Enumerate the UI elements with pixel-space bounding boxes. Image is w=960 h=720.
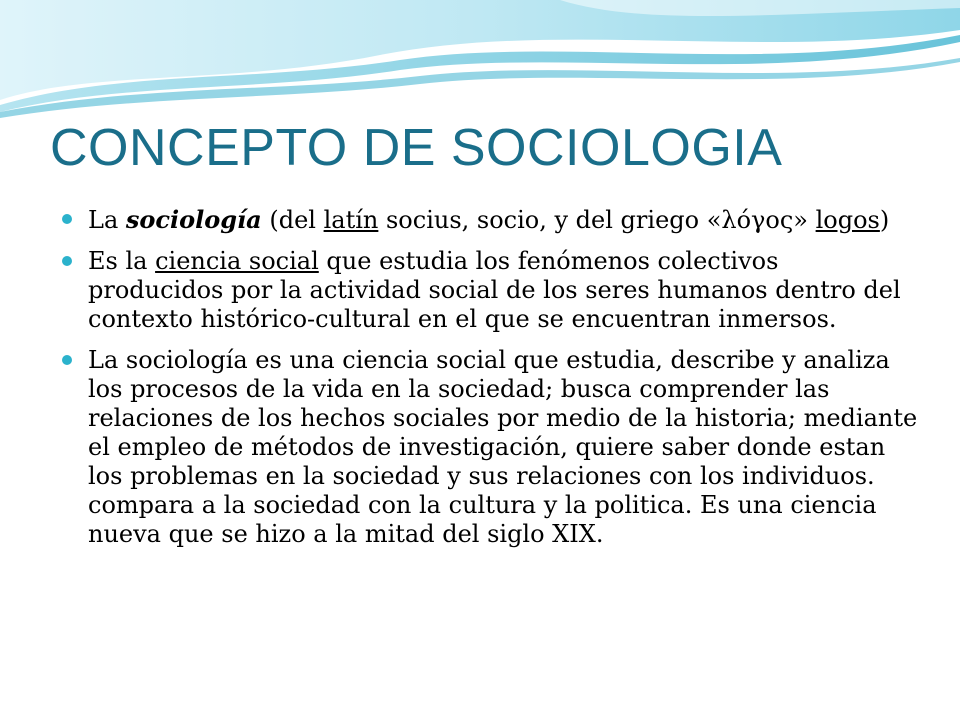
text-segment: La sociología es una ciencia social que estudia, describe y analiza los procesos de la vida en la sociedad; busca comprender las relaciones de los hechos sociales por medio de la historia; mediante el empleo de métodos de investigación, quiere saber donde estan los problemas en la sociedad y sus relaciones con los individuos. compara a la sociedad con la cultura y la politica. Es una ciencia nueva que se hizo a la mitad del siglo XIX. bbox=[88, 346, 918, 548]
link-latin[interactable]: latín bbox=[323, 206, 379, 234]
text-segment: socius, socio, y del griego «λόγος» bbox=[378, 206, 816, 234]
text-segment: (del bbox=[261, 206, 324, 234]
slide-title: CONCEPTO DE SOCIOLOGIA bbox=[50, 119, 783, 177]
bullet-item-3 bbox=[60, 346, 920, 549]
bullet-list bbox=[60, 205, 920, 561]
bullet-dot-icon bbox=[62, 355, 72, 365]
decorative-wave-header bbox=[0, 0, 960, 120]
bullet-item-2 bbox=[60, 247, 920, 334]
link-ciencia-social[interactable]: ciencia social bbox=[155, 247, 319, 275]
text-segment: La bbox=[88, 206, 126, 234]
bullet-dot-icon bbox=[62, 214, 72, 224]
bullet-dot-icon bbox=[62, 256, 72, 266]
bullet-item-1 bbox=[60, 205, 920, 235]
link-logos[interactable]: logos bbox=[815, 206, 880, 234]
text-segment: que estudia los fenómenos colectivos producidos por la actividad social de los seres humanos dentro del contexto histórico-cultural en el que se encuentran inmersos. bbox=[88, 247, 901, 333]
emphasis-term: sociología bbox=[125, 205, 262, 234]
text-segment: ) bbox=[879, 206, 890, 234]
text-segment: Es la bbox=[88, 247, 156, 275]
